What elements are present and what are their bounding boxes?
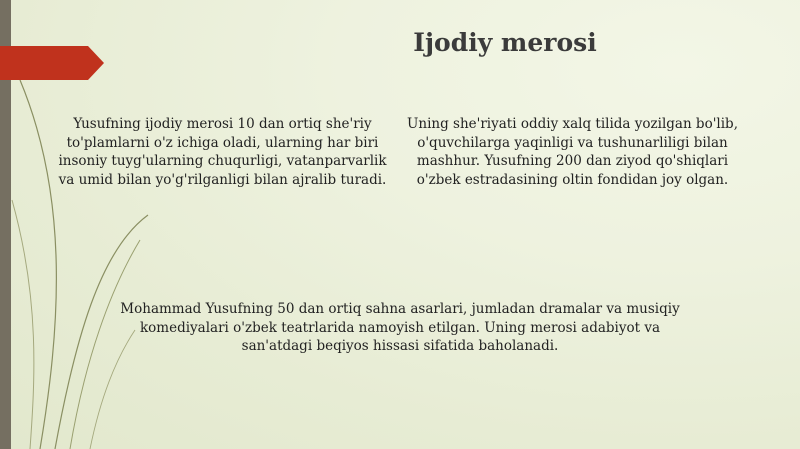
accent-arrow-shape xyxy=(0,46,104,80)
slide-title: Ijodiy merosi xyxy=(413,28,597,57)
paragraph-right: Uning she'riyati oddiy xalq tilida yozilgan bo'lib, o'quvchilarga yaqinligi va tushunarliligi bilan mashhur. Yusufning 200 dan ziyod qo'shiqlari o'zbek estradasining oltin fondidan joy olgan. xyxy=(407,116,738,188)
paragraph-left: Yusufning ijodiy merosi 10 dan ortiq she'riy to'plamlarni o'z ichiga oladi, ularning har biri insoniy tuyg'ularning chuqurligi, vatanparvarlik va umid bilan yo'g'rilganligi bilan ajralib turadi. xyxy=(58,116,387,188)
paragraph-bottom: Mohammad Yusufning 50 dan ortiq sahna asarlari, jumladan dramalar va musiqiy komediyalari o'zbek teatrlarida namoyish etilgan. Uning merosi adabiyot va san'atdagi beqiyos hissasi sifatida baholanadi. xyxy=(120,301,680,354)
